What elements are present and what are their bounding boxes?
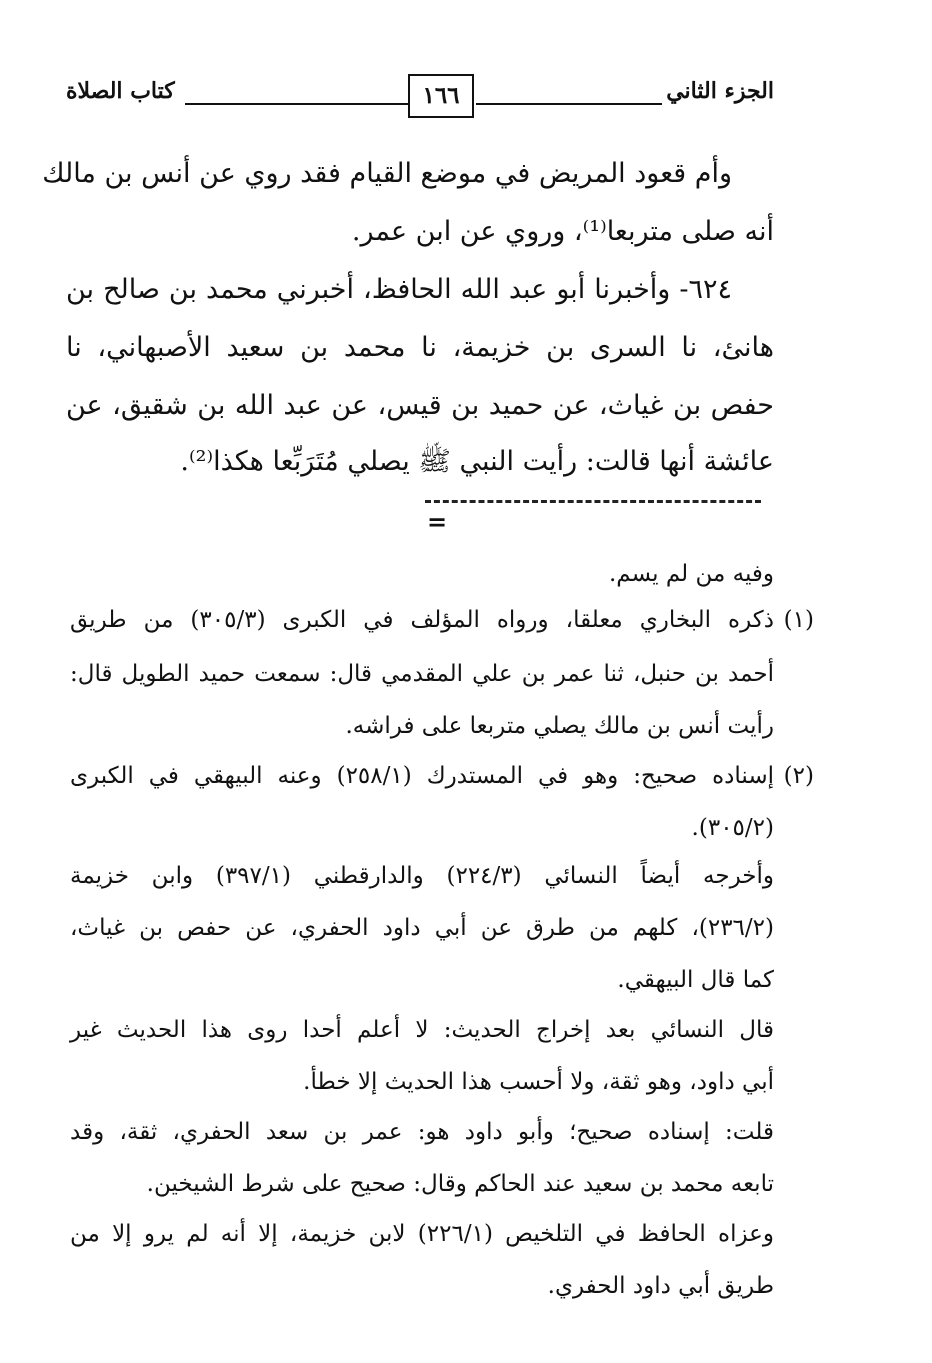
header-rule-left	[185, 103, 408, 105]
footnote-line: (٢٣٦/٢)، كلهم من طرق عن أبي داود الحفري، عن حفص بن غياث،	[70, 915, 774, 941]
text-line: حفص بن غياث، عن حميد بن قيس، عن عبد الله بن شقيق، عن	[66, 390, 774, 421]
page-number: ١٦٦	[408, 74, 474, 118]
footnote-number: (١)	[783, 607, 814, 633]
footnote-line: أبي داود، وهو ثقة، ولا أحسب هذا الحديث إلا خطأ.	[303, 1069, 774, 1095]
footnote-separator	[425, 500, 761, 503]
header-rule-right	[476, 103, 662, 105]
footnote-line: قال النسائي بعد إخراج الحديث: لا أعلم أحدا روى هذا الحديث غير	[70, 1017, 774, 1043]
text-line: هانئ، نا السرى بن خزيمة، نا محمد بن سعيد الأصبهاني، نا	[66, 332, 774, 363]
text-line: أنه صلى متربعا⁽¹⁾، وروي عن ابن عمر.	[351, 216, 774, 247]
footnote-line: أحمد بن حنبل، ثنا عمر بن علي المقدمي قال: سمعت حميد الطويل قال:	[70, 661, 774, 687]
footnote-continuation: وفيه من لم يسم.	[609, 561, 774, 587]
footnote-line: تابعه محمد بن سعيد عند الحاكم وقال: صحيح على شرط الشيخين.	[146, 1171, 774, 1197]
text-line: ٦٢٤- وأخبرنا أبو عبد الله الحافظ، أخبرني محمد بن صالح بن	[66, 274, 732, 305]
footnote-line: وعزاه الحافظ في التلخيص (٢٢٦/١) لابن خزيمة، إلا أنه لم يرو إلا من	[70, 1221, 774, 1247]
text-line: وأم قعود المريض في موضع القيام فقد روي عن أنس بن مالك	[42, 158, 732, 189]
footnote-line: (٣٠٥/٢).	[691, 815, 774, 841]
header-volume: الجزء الثاني	[666, 78, 774, 104]
footnote-line: طريق أبي داود الحفري.	[547, 1273, 774, 1299]
footnote-line: رأيت أنس بن مالك يصلي متربعا على فراشه.	[345, 713, 774, 739]
footnote-line: قلت: إسناده صحيح؛ وأبو داود هو: عمر بن سعد الحفري، ثقة، وقد	[70, 1119, 774, 1145]
continuation-mark: =	[427, 507, 448, 536]
footnote-line: (١) ذكره البخاري معلقا، ورواه المؤلف في الكبرى (٣٠٥/٣) من طريق	[70, 602, 774, 638]
footnote-line: كما قال البيهقي.	[617, 967, 774, 993]
text-line: عائشة أنها قالت: رأيت النبي ﷺ يصلي مُتَرَبِّعا هكذا⁽²⁾.	[180, 446, 774, 477]
footnote-line: وأخرجه أيضاً النسائي (٢٢٤/٣) والدارقطني (٣٩٧/١) وابن خزيمة	[70, 863, 774, 889]
footnote-line: (٢) إسناده صحيح: وهو في المستدرك (٢٥٨/١) وعنه البيهقي في الكبرى	[70, 758, 774, 794]
footnote-number: (٢)	[783, 763, 814, 789]
header-book-title: كتاب الصلاة	[66, 78, 175, 104]
